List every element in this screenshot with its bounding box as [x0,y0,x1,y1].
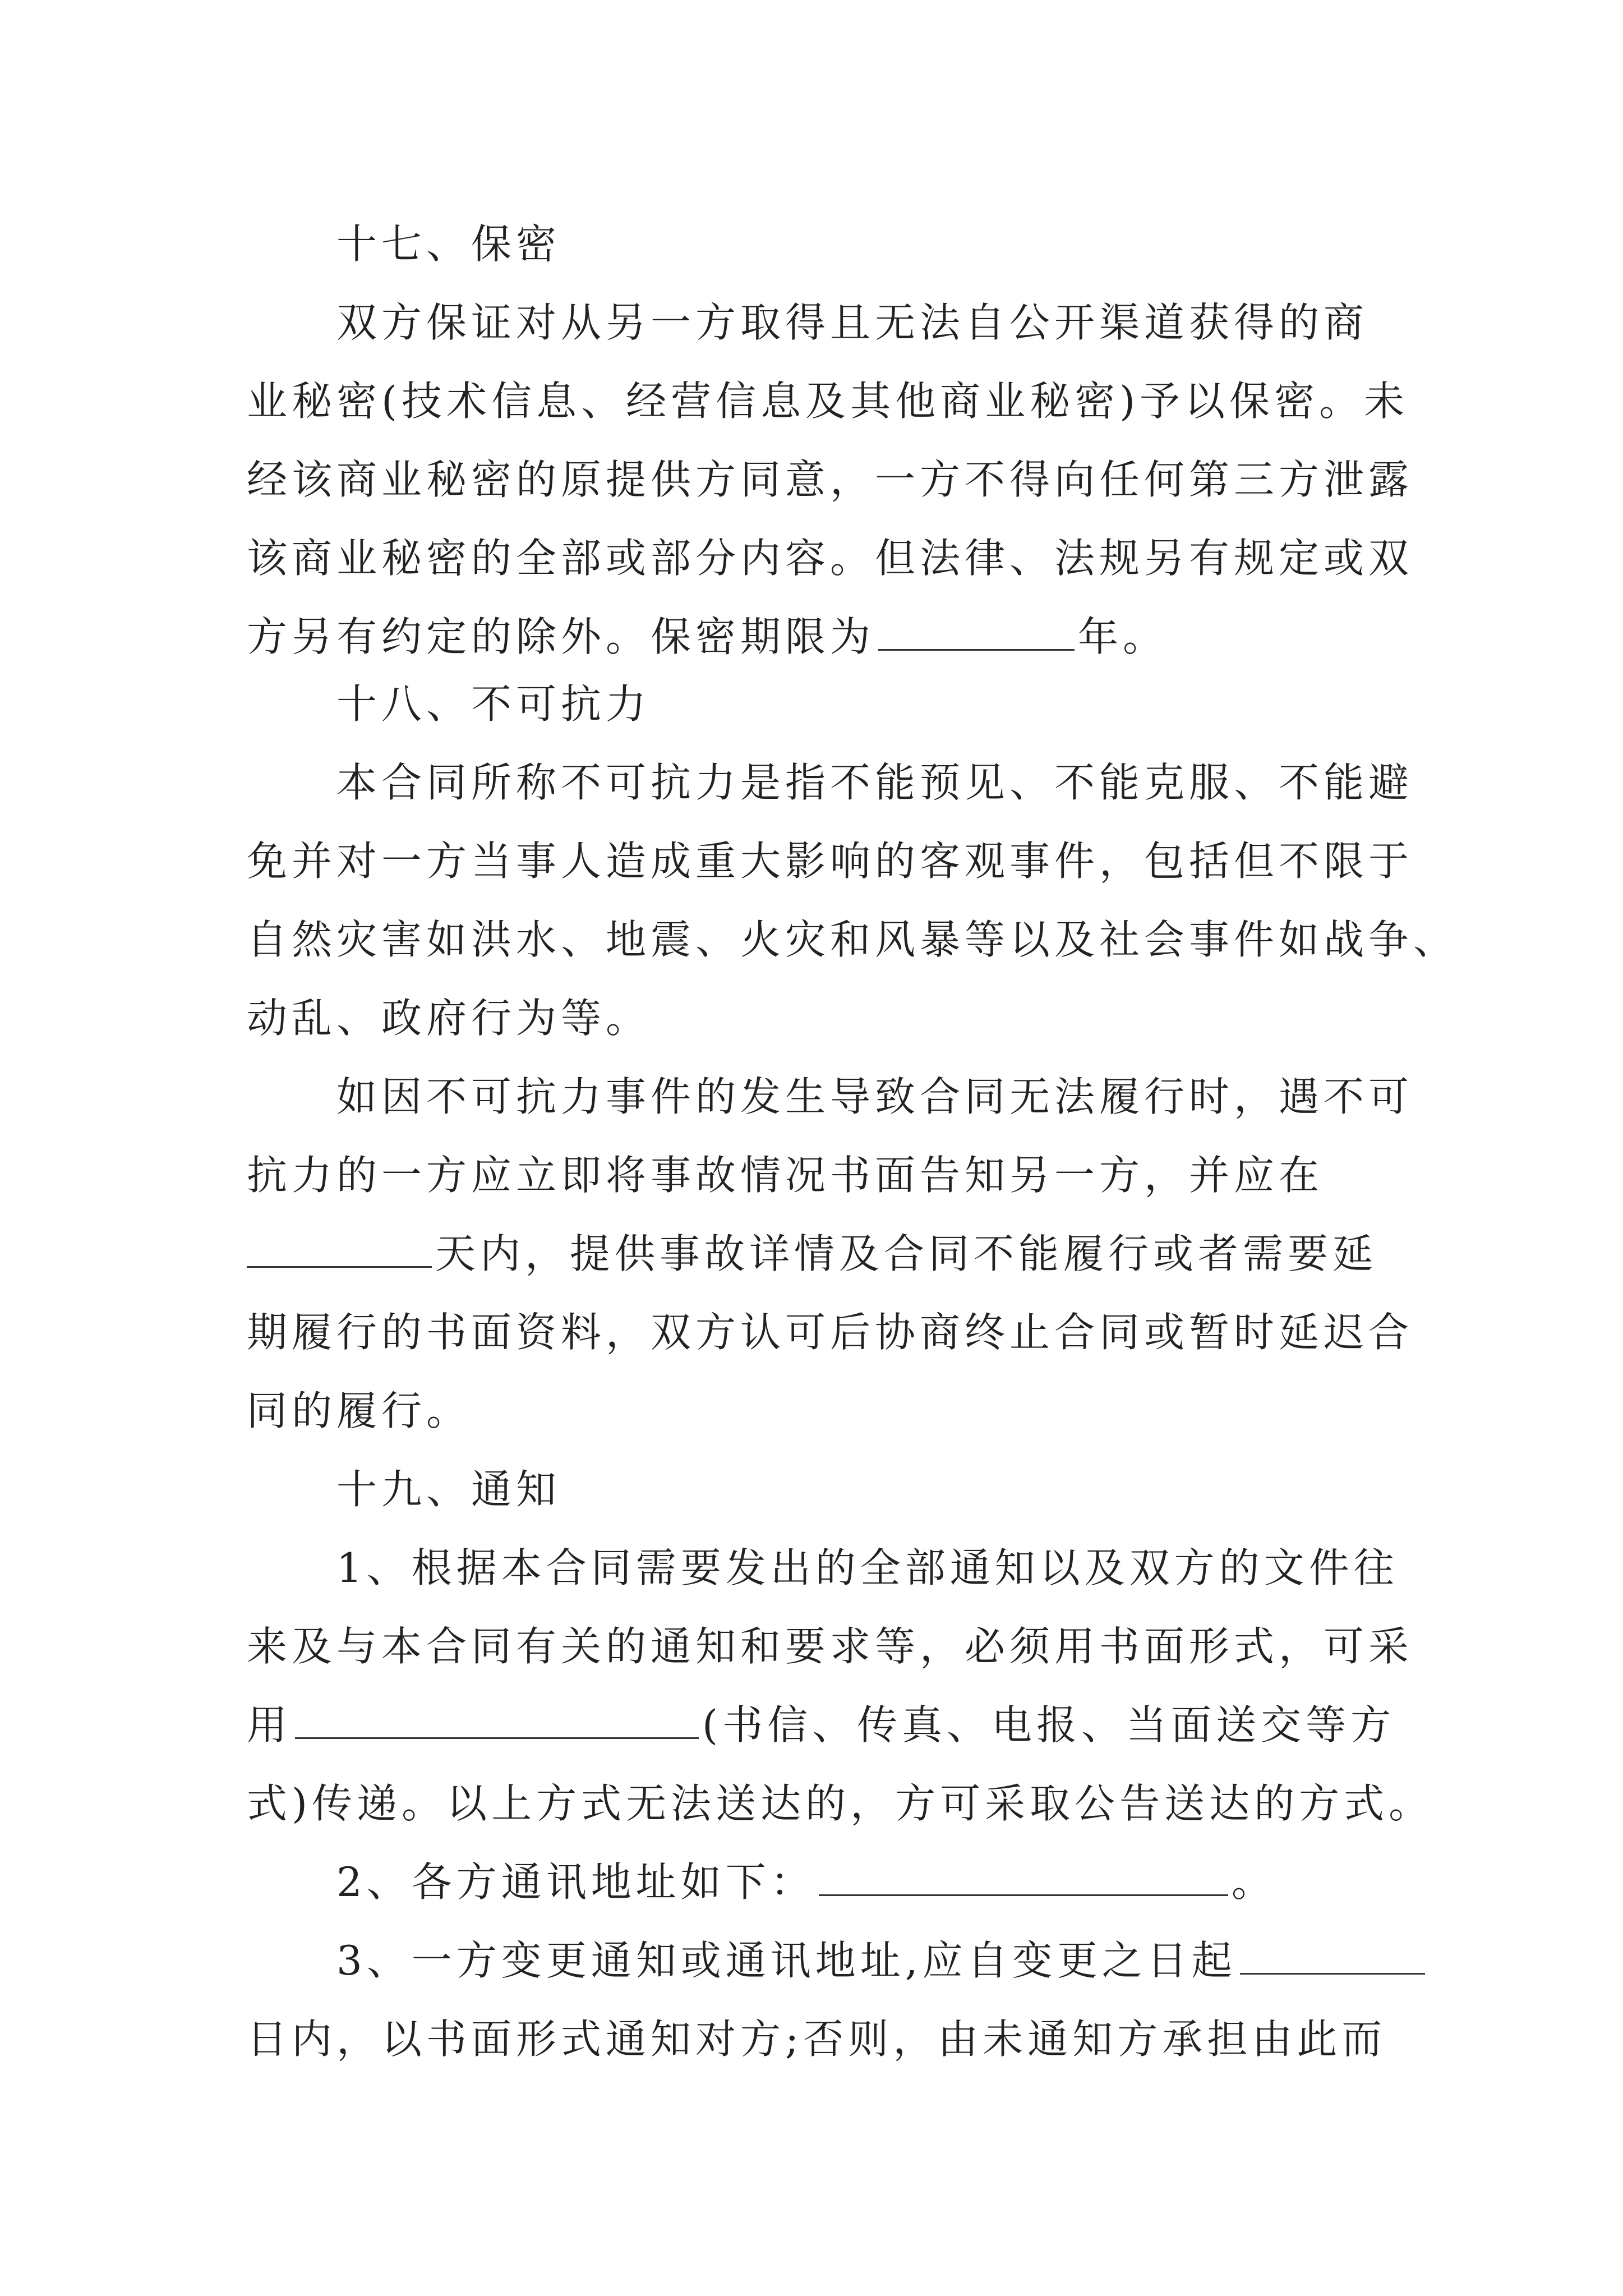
paragraph-line [247,603,1168,670]
paragraph-line: 免并对一方当事人造成重大影响的客观事件，包括但不限于 [247,838,1414,885]
fill-in-blank[interactable] [247,1227,432,1268]
line-text: (书信、传真、电报、当面送交等方 [702,1701,1396,1749]
paragraph-line: 动乱、政府行为等。 [247,995,651,1042]
section-heading-confidentiality: 十七、保密 [336,220,561,268]
section-heading-notice: 十九、通知 [336,1466,561,1513]
paragraph-line: 1、根据本合同需要发出的全部通知以及双方的文件往 [336,1544,1399,1591]
paragraph-line [247,1691,1395,1759]
paragraph-line: 双方保证对从另一方取得且无法自公开渠道获得的商 [336,299,1369,346]
paragraph-line: 式)传递。以上方式无法送达的，方可采取公告送达的方式。 [247,1780,1434,1827]
paragraph-line [336,1848,1276,1916]
paragraph-line: 同的履行。 [247,1387,472,1434]
line-text: 用 [247,1701,292,1749]
paragraph-line: 来及与本合同有关的通知和要求等，必须用书面形式，可采 [247,1623,1414,1670]
section-heading-force-majeure: 十八、不可抗力 [336,680,651,728]
paragraph-line: 如因不可抗力事件的发生导致合同无法履行时，遇不可 [336,1073,1414,1120]
fill-in-blank[interactable] [295,1698,699,1739]
line-text: 方另有约定的除外。保密期限为 [247,613,875,660]
paragraph-line: 经该商业秘密的原提供方同意，一方不得向任何第三方泄露 [247,456,1414,503]
line-text: 3、一方变更通知或通讯地址,应自变更之日起 [336,1937,1237,1984]
paragraph-line: 该商业秘密的全部或部分内容。但法律、法规另有规定或双 [247,535,1414,582]
line-text: 2、各方通讯地址如下： [336,1858,815,1906]
paragraph-line: 期履行的书面资料，双方认可后协商终止合同或暂时延迟合 [247,1309,1414,1356]
paragraph-line: 日内，以书面形式通知对方;否则，由未通知方承担由此而 [247,2016,1387,2063]
paragraph-line [247,1220,1377,1287]
paragraph-line: 业秘密(技术信息、经营信息及其他商业秘密)予以保密。未 [247,378,1409,425]
paragraph-line: 自然灾害如洪水、地震、火灾和风暴等以及社会事件如战争、 [247,916,1459,963]
paragraph-line [336,1927,1428,1994]
fill-in-blank[interactable] [1240,1934,1425,1975]
line-text: 年。 [1078,613,1168,660]
fill-in-blank[interactable] [819,1855,1228,1896]
paragraph-line: 本合同所称不可抗力是指不能预见、不能克服、不能避 [336,759,1414,806]
paragraph-line: 抗力的一方应立即将事故情况书面告知另一方，并应在 [247,1152,1324,1199]
line-text: 天内，提供事故详情及合同不能履行或者需要延 [435,1230,1378,1277]
line-text: 。 [1231,1858,1276,1906]
fill-in-blank[interactable] [878,610,1075,651]
